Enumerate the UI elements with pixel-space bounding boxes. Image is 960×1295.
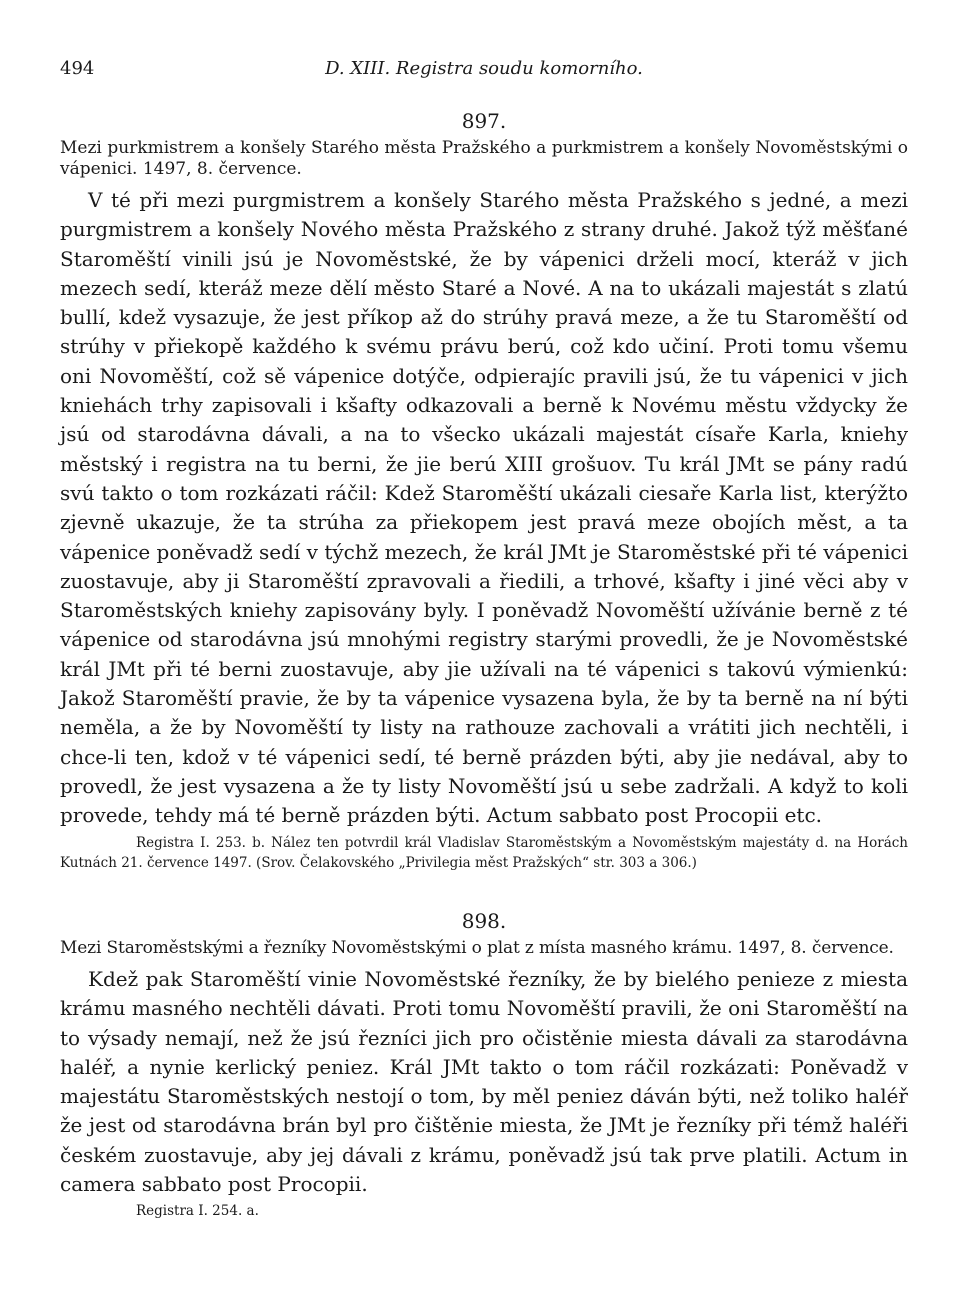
running-title: D. XIII. Registra soudu komorního. bbox=[325, 58, 643, 79]
section-body: V té při mezi purgmistrem a konšely Starého města Pražského s jedné, a mezi purgmistrem a konšely Nového města Pražského z strany druhé. Jakož týž měšťané Staroměští vinili jsú je Novoměstské, že by vápenici drželi mocí, kteráž v jich mezech sedí, kteráž meze dělí město Staré a Nové. A na to ukázali majestát s zlatú bullí, kdež vysazuje, že jest příkop až do strúhy pravá meze, a že tu Staroměští od strúhy v přiekopě každého k svému právu berú, což kdo učiní. Proti tomu všemu oni Novoměští, což sě vápenice dotýče, odpierajíc pravili jsú, že tu vápenici v jich kniehách trhy zapisovali i kšafty odkazovali a berně k Novému městu vždycky že jsú od starodávna dávali, a na to všecko ukázali majestát císaře Karla, kniehy městský i registra na tu berni, že jie berú XIII grošuov. Tu král JMt se pány radú svú takto o tom rozkázati ráčil: Kdež Staroměští ukázali ciesaře Karla list, kterýžto zjevně ukazuje, že ta strúha za přiekopem jest pravá meze obojích měst, a ta vápenice poněvadž sedí v týchž mezech, že král JMt je Staroměstské při té vápenici zuostavuje, aby ji Staroměští zpravovali a řiedili, a trhové, kšafty i jiné věci aby v Staroměstských kniehy zapisovány byly. I poněvadž Novoměští užívánie berně z té vápenice od starodávna jsú mnohými registry starými provedli, že je Novoměstské král JMt při té berni zuostavuje, aby jie užívali na té vápenici s takovú výmienkú: Jakož Staroměští pravie, že by ta vápenice vysazena byla, že by ta berně na ní býti neměla, a že by Novoměští ty listy na rathouze zachovali a vrátiti jich nechtěli, i chce-li ten, kdož v té vápenici sedí, té berně prázden býti, aby jie nedával, aby to provedl, že jest vysazena a že ty listy Novoměští jsú u sebe zadržali. A když to koli provede, tehdy má té berně prázden býti. Actum sabbato post Procopii etc. bbox=[60, 188, 909, 828]
section-summary: Mezi Staroměstskými a řezníky Novoměstskými o plat z místa masného krámu. 1497, 8. července. bbox=[60, 938, 894, 958]
section-body: Kdež pak Staroměští vinie Novoměstské řezníky, že by bielého penieze z miesta krámu masného nechtěli dávati. Proti tomu Novoměští pravili, že oni Staroměští na to výsady nemají, než že jsú řezníci jich pro očistěnie miesta dávali za starodávna haléř, a nynie kerlický peniez. Král JMt takto o tom ráčil rozkázati: Poněvadž v majestátu Staroměstských nestojí o tom, by měl peniez dáván býti, než toliko haléř že jest od starodávna brán byl pro čištěnie miesta, že JMt je řezníky při témž haléři českém zuostavuje, aby jej dávali z krámu, poněvadž jsú tak prve platili. Actum in camera sabbato post Procopii. bbox=[60, 967, 908, 1197]
section-898 bbox=[60, 908, 908, 1221]
section-897 bbox=[60, 108, 908, 873]
page-header bbox=[60, 58, 908, 88]
page-number: 494 bbox=[60, 58, 95, 79]
section-number: 898. bbox=[461, 909, 507, 933]
section-summary: Mezi purkmistrem a konšely Starého města Pražského a purkmistrem a konšely Novoměstskými o vápenici. 1497, 8. července. bbox=[60, 138, 908, 179]
section-number: 897. bbox=[461, 109, 507, 133]
section-note: Registra I. 253. b. Nález ten potvrdil král Vladislav Staroměstským a Novoměstským majestáty d. na Horách Kutnách 21. července 1497. (Srov. Čelakovského „Privilegia měst Pražských“ str. 303 a 306.) bbox=[60, 834, 908, 871]
section-note: Registra I. 254. a. bbox=[136, 1203, 259, 1220]
